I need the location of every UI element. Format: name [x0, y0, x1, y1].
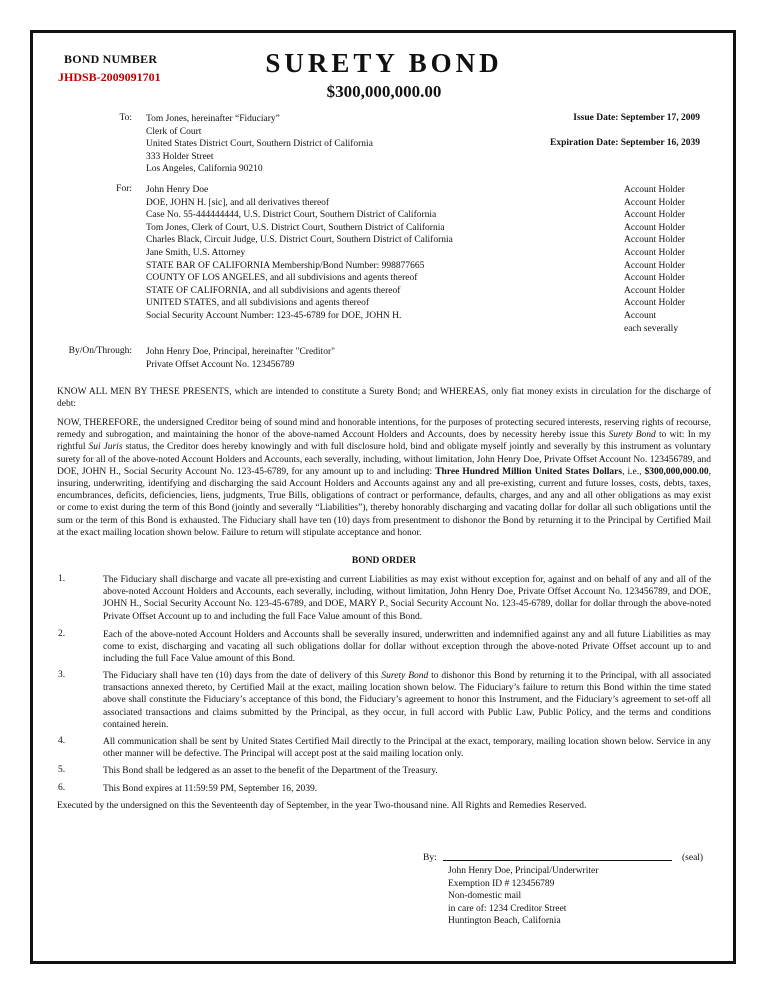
- bond-number: JHDSB-2009091701: [58, 70, 161, 84]
- list-item: Charles Black, Circuit Judge, U.S. District Court, Southern District of California: [146, 235, 453, 246]
- item-number: 3.: [58, 670, 66, 680]
- seal-label: (seal): [682, 853, 704, 863]
- by-signature-label: By:: [423, 853, 437, 863]
- signer-line: in care of: 1234 Creditor Street: [448, 903, 567, 914]
- item-number: 2.: [58, 629, 66, 639]
- signer-line: Huntington Beach, California: [448, 916, 561, 927]
- list-item: STATE BAR OF CALIFORNIA Membership/Bond Number: 998877665: [146, 260, 425, 271]
- issue-date: Issue Date: September 17, 2009: [573, 113, 700, 123]
- signer-details: [448, 865, 708, 928]
- item-number: 5.: [58, 765, 66, 775]
- to-line: Tom Jones, hereinafter “Fiduciary”: [146, 114, 280, 124]
- order-item-2: Each of the above-noted Account Holders and Accounts shall be severally insured, underwritten and indemnified against any and all future Liabilities as may come to exist, discharging and vacating all such obligations dollar for dollar without exception through the above-noted Private Offset account up to and including the full Face Value amount of this Bond.: [103, 630, 711, 665]
- account-role-list: [624, 184, 714, 335]
- preamble-paragraph: KNOW ALL MEN BY THESE PRESENTS, which are intended to constitute a Surety Bond; and WHEREAS, only fiat money exists in circulation for the discharge of debt:: [57, 387, 711, 410]
- bond-amount: $300,000,000.00: [326, 82, 442, 101]
- to-line: 333 Holder Street: [146, 151, 214, 162]
- execution-statement: Executed by the undersigned on this the Seventeenth day of September, in the year Two-thousand nine. All Rights and Remedies Reserved.: [57, 801, 587, 811]
- to-line: Clerk of Court: [146, 126, 202, 137]
- to-line: United States District Court, Southern District of California: [146, 139, 373, 150]
- bond-order-heading: BOND ORDER: [351, 556, 417, 566]
- to-label: To:: [119, 113, 132, 123]
- list-item: Tom Jones, Clerk of Court, U.S. District Court, Southern District of California: [146, 222, 445, 233]
- list-item: Social Security Account Number: 123-45-6789 for DOE, JOHN H.: [146, 310, 402, 321]
- signer-line: Non-domestic mail: [448, 891, 522, 902]
- order-item-5: This Bond shall be ledgered as an asset to the benefit of the Department of the Treasury.: [103, 766, 438, 776]
- signer-line: John Henry Doe, Principal/Underwriter: [448, 866, 599, 876]
- signature-line: [443, 859, 672, 861]
- item-number: 6.: [58, 783, 66, 793]
- for-label: For:: [116, 184, 132, 194]
- role-item: Account Holder: [624, 222, 685, 233]
- expiration-date: Expiration Date: September 16, 2039: [550, 138, 700, 148]
- creditor-line: John Henry Doe, Principal, hereinafter "Creditor": [146, 347, 335, 357]
- list-item: Case No. 55-444444444, U.S. District Court, Southern District of California: [146, 210, 437, 221]
- account-holder-list: [146, 184, 586, 323]
- signer-line: Exemption ID # 123456789: [448, 878, 555, 889]
- role-item: Account: [624, 310, 657, 321]
- order-item-1: The Fiduciary shall discharge and vacate all pre-existing and current Liabilities as may exist without exception for, against and on behalf of any and all of the above-noted Account Holders and Accounts, each severally, including, without limitation, John Henry Doe, Private Offset Account No. 123456789, and DOE, JOHN H., Social Security Account No. 123-45-6789, and DOE, MARY P., Social Security Account No. 123-45-6789, dollar for dollar through the above-noted Private Offset Account up to and including the full Face Value amount of this Bond.: [103, 575, 711, 622]
- role-item: Account Holder: [624, 185, 685, 195]
- list-item: DOE, JOHN H. [sic], and all derivatives thereof: [146, 197, 330, 208]
- creditor-info: [146, 346, 546, 371]
- creditor-line: Private Offset Account No. 123456789: [146, 359, 295, 370]
- bond-number-label: BOND NUMBER: [64, 52, 158, 66]
- role-item: Account Holder: [624, 273, 685, 284]
- order-item-3: The Fiduciary shall have ten (10) days from the date of delivery of this Surety Bond to dishonor this Bond by returning it to the Principal, with all associated transactions annexed thereto, by Certified Mail at the exact, mailing location shown below. The Fiduciary’s failure to return this Bond within the time stated above shall constitute the Fiduciary’s acceptance of this bond, the Fiduciary’s agreement to honor this Instrument, and the Fiduciary’s agreement to set-off all associated transactions and claims submitted by the Principal, as they occur, in full accord with Public Law, Public Policy, and the terms and conditions contained herein.: [103, 671, 711, 730]
- list-item: UNITED STATES, and all subdivisions and agents thereof: [146, 298, 369, 309]
- item-number: 4.: [58, 736, 66, 746]
- list-item: John Henry Doe: [146, 185, 209, 195]
- item-number: 1.: [58, 574, 66, 584]
- list-item: Jane Smith, U.S. Attorney: [146, 247, 246, 258]
- to-line: Los Angeles, California 90210: [146, 164, 263, 175]
- document-title: SURETY BOND: [265, 48, 503, 78]
- role-item: Account Holder: [624, 197, 685, 208]
- role-item: Account Holder: [624, 285, 685, 296]
- list-item: COUNTY OF LOS ANGELES, and all subdivisions and agents thereof: [146, 273, 418, 284]
- role-item: each severally: [624, 323, 679, 334]
- order-item-6: This Bond expires at 11:59:59 PM, September 16, 2039.: [103, 784, 318, 794]
- role-item: Account Holder: [624, 210, 685, 221]
- main-paragraph: NOW, THEREFORE, the undersigned Creditor being of sound mind and honorable intentions, for the purposes of protecting secured interests, reserving rights of recourse, remedy and subrogation, and maintaining the honor of the above-named Account Holders and Accounts, does by necessity hereby issue this Surety Bond to wit: In my rightful Sui Juris status, the Creditor does hereby knowingly and with full disclosure hold, bind and obligate myself jointly and severally by this instrument as voluntary surety for all of the above-noted Account Holders and Accounts, each severally, including, without limitation, John Henry Doe, Private Offset Account No. 123456789, and DOE, JOHN H., Social Security Account No. 123-45-6789, for any amount up to and including: Three Hundred Million United States Dollars, i.e., $300,000,000.00, insuring, underwriting, identifying and discharging the said Account Holders and Accounts against any and all pre-existing, current and future losses, costs, debts, taxes, encumbrances, deficits, deficiencies, liens, judgments, True Bills, obligations of contract or performance, defaults, charges, and any and all other obligations as may exist or come to exist during the term of this Bond (jointly and severally “Liabilities”), thereby honorably discharging and vacating dollar for dollar all such obligations until the sum or the term of this Bond is exhausted. The Fiduciary shall have ten (10) days from presentment to dishonor the Bond by returning it to the Principal by Certified Mail at the exact mailing location shown below. Failure to return will stipulate acceptance and honor.: [57, 418, 712, 538]
- list-item: STATE OF CALIFORNIA, and all subdivisions and agents thereof: [146, 285, 401, 296]
- by-label: By/On/Through:: [68, 346, 132, 356]
- role-item: Account Holder: [624, 247, 685, 258]
- role-item: Account Holder: [624, 235, 685, 246]
- order-item-4: All communication shall be sent by United States Certified Mail directly to the Principal at the exact, temporary, mailing location shown below. Service in any other manner will be defective. The Principal will accept post at the said mailing location only.: [103, 737, 711, 760]
- role-item: Account Holder: [624, 298, 685, 309]
- role-item: Account Holder: [624, 260, 685, 271]
